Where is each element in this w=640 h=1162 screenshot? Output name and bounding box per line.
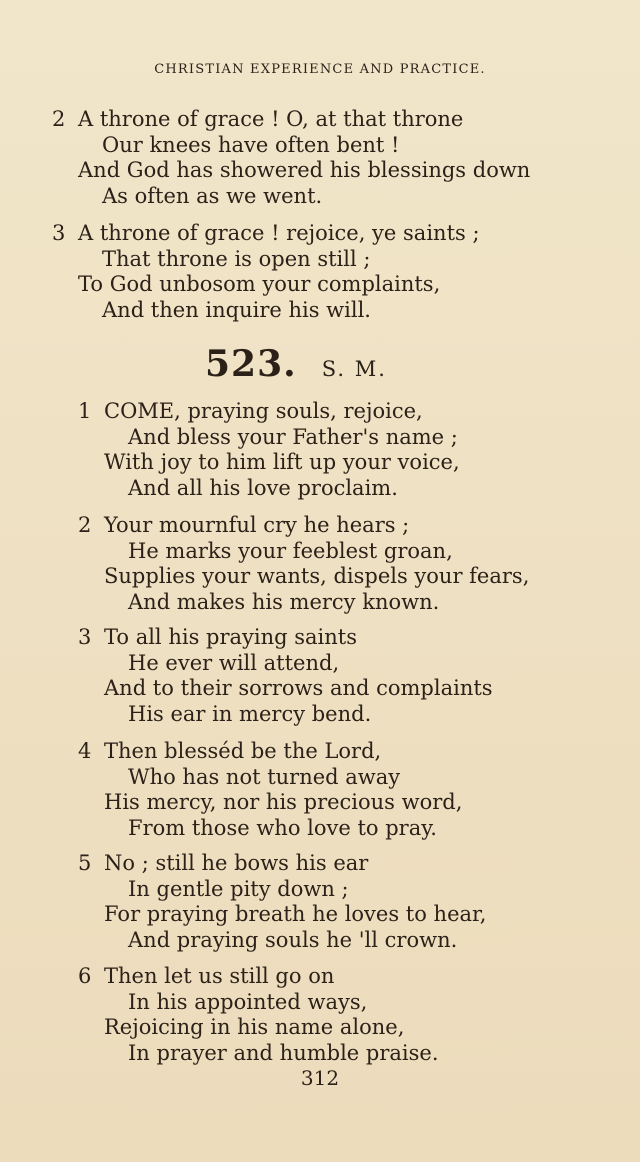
verse-line: From those who love to pray. [128,815,437,840]
prev-verse-3 [52,221,480,323]
hymn-meter: S. M. [321,357,387,381]
verse-line: Your mournful cry he hears ; [104,513,410,537]
verse-number: 2 [52,107,66,131]
verse-line: Who has not turned away [128,764,401,789]
verse-line: His ear in mercy bend. [128,701,372,726]
verse-number: 3 [52,221,66,245]
verse-line: Rejoicing in his name alone, [104,1015,405,1039]
page-number: 312 [300,1066,340,1090]
verse-line: Supplies your wants, dispels your fears, [104,564,530,588]
hymn-heading [205,343,387,385]
verse-line: Our knees have often bent ! [102,132,400,157]
verse-line: A throne of grace ! O, at that throne [78,107,464,131]
verse-line: That throne is open still ; [102,246,371,271]
verse-number: 6 [78,964,92,988]
verse-line: For praying breath he loves to hear, [104,902,487,926]
verse-line: As often as we went. [102,183,323,208]
verse-line: His mercy, nor his precious word, [104,790,463,814]
verse-line: To all his praying saints [104,625,357,649]
verse-line: He ever will attend, [128,650,340,675]
verse-5 [78,851,487,953]
verse-3 [78,625,493,727]
verse-line: And bless your Father's name ; [128,424,458,449]
verse-line: And to their sorrows and complaints [104,676,493,700]
verse-line: In his appointed ways, [128,989,368,1014]
verse-number: 1 [78,399,92,423]
verse-line: With joy to him lift up your voice, [104,450,460,474]
verse-line: A throne of grace ! rejoice, ye saints ; [78,221,480,245]
verse-line: In prayer and humble praise. [128,1040,439,1065]
verse-line: Then blesséd be the Lord, [104,739,382,763]
verse-line: Then let us still go on [104,964,335,988]
verse-line: And then inquire his will. [102,297,371,322]
verse-line: And God has showered his blessings down [78,158,531,182]
running-header: CHRISTIAN EXPERIENCE AND PRACTICE. [154,62,486,77]
verse-6 [78,964,439,1066]
verse-4 [78,739,463,841]
verse-line: And makes his mercy known. [128,589,440,614]
verse-line: To God unbosom your complaints, [78,272,441,296]
hymn-number: 523. [205,343,297,385]
verse-line: No ; still he bows his ear [104,851,369,875]
verse-number: 2 [78,513,92,537]
verse-line: COME, praying souls, rejoice, [104,399,423,423]
verse-line: And praying souls he 'll crown. [128,927,458,952]
verse-line: In gentle pity down ; [128,876,349,901]
prev-verse-2 [52,107,531,209]
verse-number: 5 [78,851,92,875]
verse-2 [78,513,530,615]
verse-line: He marks your feeblest groan, [128,538,453,563]
verse-1 [78,399,460,501]
verse-line: And all his love proclaim. [128,475,398,500]
verse-number: 4 [78,739,92,763]
verse-number: 3 [78,625,92,649]
